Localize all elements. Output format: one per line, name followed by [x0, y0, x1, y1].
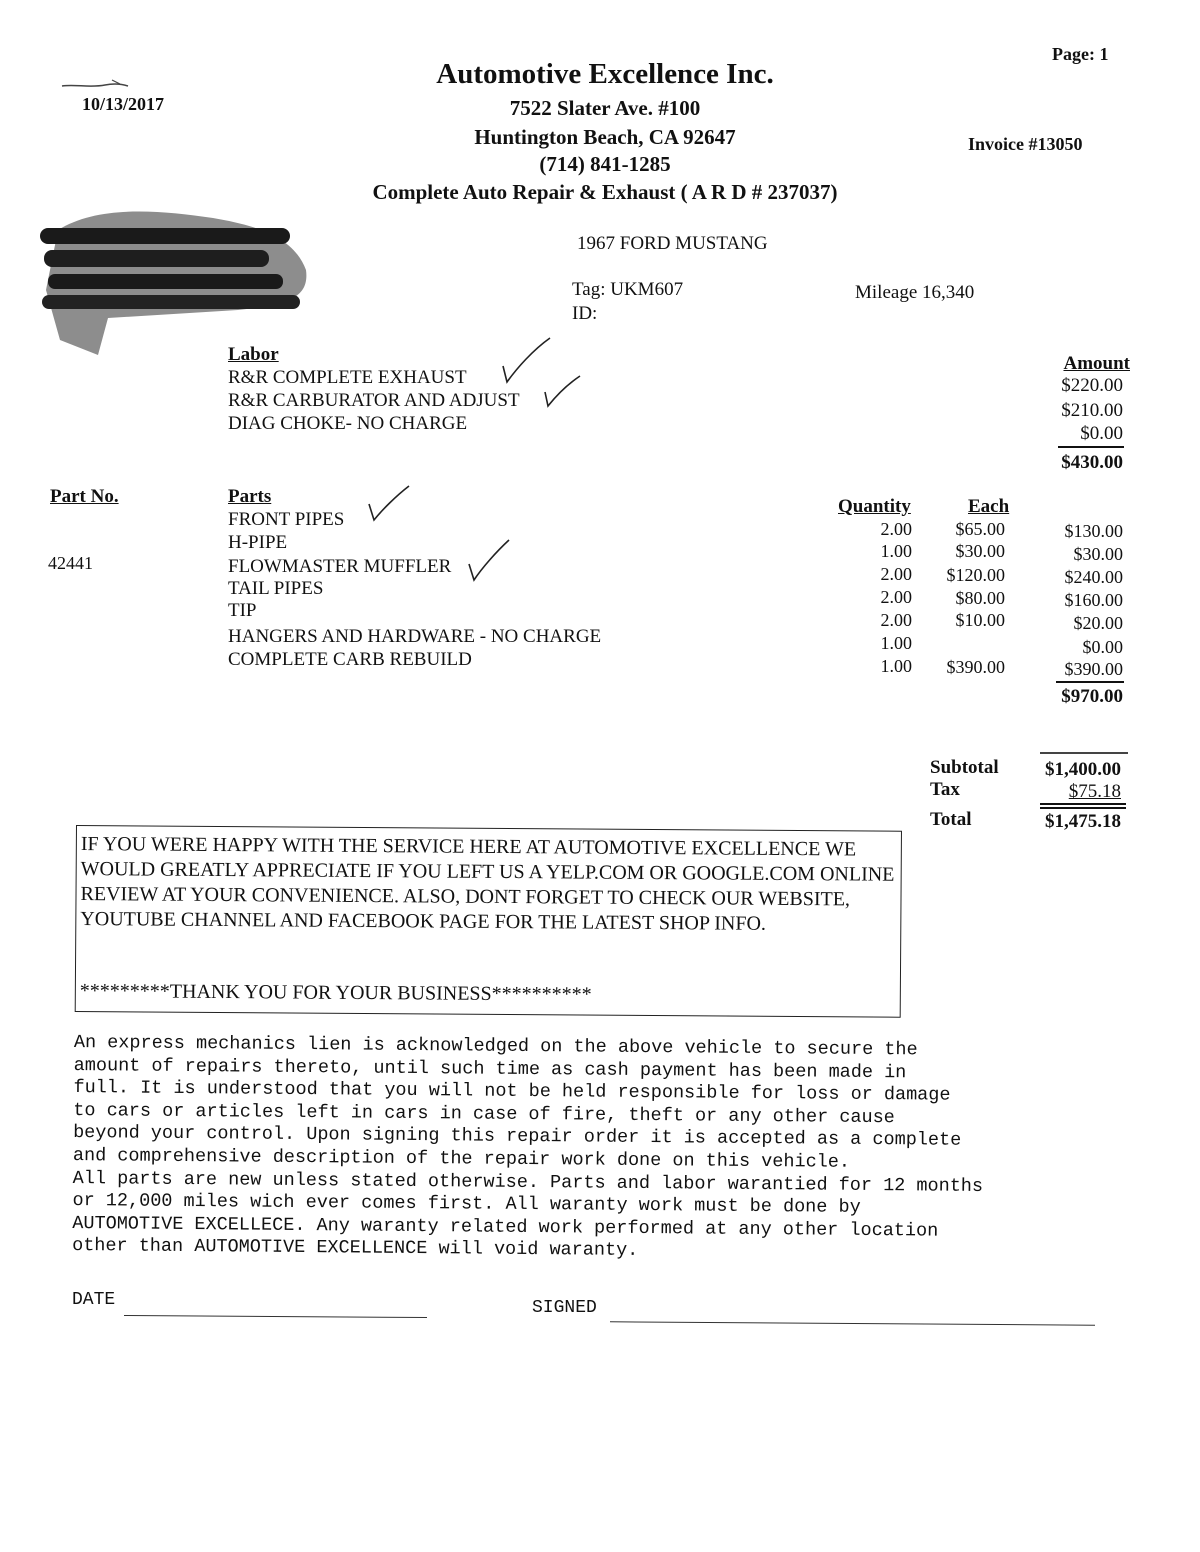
tax-label: Tax	[930, 779, 960, 800]
part-each-price: $65.00	[955, 519, 1005, 539]
review-message-box	[75, 825, 902, 1018]
labor-item-description: R&R CARBURATOR AND ADJUST	[228, 390, 520, 411]
vehicle-tag: Tag: UKM607	[572, 279, 684, 300]
company-name: Automotive Excellence Inc.	[436, 58, 774, 90]
part-each-price: $10.00	[955, 610, 1005, 630]
parts-total-rule	[1056, 681, 1124, 683]
labor-item-description: DIAG CHOKE- NO CHARGE	[228, 413, 468, 434]
part-amount: $160.00	[1064, 590, 1123, 610]
part-description: FLOWMASTER MUFFLER	[228, 556, 452, 577]
date-line	[124, 1315, 427, 1318]
part-quantity: 2.00	[880, 564, 912, 584]
part-quantity: 1.00	[880, 633, 912, 653]
invoice-date: 10/13/2017	[82, 94, 165, 114]
total-label: Total	[930, 809, 972, 830]
part-no-heading: Part No.	[50, 486, 119, 507]
date-label: DATE	[72, 1290, 116, 1310]
part-quantity: 2.00	[880, 610, 912, 630]
review-message: IF YOU WERE HAPPY WITH THE SERVICE HERE AT AUTOMOTIVE EXCELLENCE WE WOULD GREATLY APPRECIATE IF YOU LEFT US A YELP.COM OR GOOGLE.COM ONLINE REVIEW AT YOUR CONVENIENCE. ALSO, DONT FORGET TO CHECK OUR WEBSITE, YOUTUBE CHANNEL AND FACEBOOK PAGE FOR THE LATEST SHOP INFO.	[80, 833, 895, 935]
part-each-price: $390.00	[946, 657, 1005, 677]
subtotal-label: Subtotal	[930, 757, 999, 778]
total-value: $1,475.18	[1045, 811, 1121, 832]
legal-disclaimer: An express mechanics lien is acknowledged on the above vehicle to secure the amount of repairs thereto, until such time as cash payment has been made in full. It is understood that you will not be held responsible for loss or damage to cars or articles left in cars in case of fire, theft or any other cause beyond your control. Upon signing this repair order it is accepted as a complete and comprehensive description of the repair work done on this vehicle. All parts are new unless stated otherwise. Parts and labor warantied for 12 months or 12,000 miles wich ever comes first. All waranty work must be done by AUTOMOTIVE EXCELLECE. Any waranty related work performed at any other location other than AUTOMOTIVE EXCELLENCE will void waranty.	[72, 1032, 984, 1262]
labor-total-rule	[1058, 446, 1124, 448]
labor-item-amount: $210.00	[1061, 400, 1123, 421]
part-quantity: 2.00	[880, 587, 912, 607]
totals-double-rule	[1040, 803, 1126, 805]
part-description: COMPLETE CARB REBUILD	[228, 649, 472, 670]
amount-heading: Amount	[1063, 353, 1130, 374]
part-quantity: 1.00	[880, 541, 912, 561]
thank-you-message: *********THANK YOU FOR YOUR BUSINESS**********	[79, 980, 592, 1006]
redacted-customer-info	[38, 200, 310, 360]
vehicle-mileage: Mileage 16,340	[855, 282, 975, 303]
signature-line	[610, 1321, 1095, 1325]
vehicle-id: ID:	[572, 303, 598, 324]
checkmark-icon	[464, 538, 512, 582]
part-amount: $240.00	[1064, 567, 1123, 587]
part-description: TIP	[228, 600, 257, 621]
part-description: TAIL PIPES	[228, 578, 324, 599]
part-each-price: $120.00	[946, 565, 1005, 585]
vehicle-description: 1967 FORD MUSTANG	[577, 233, 768, 254]
page-number: Page: 1	[1052, 44, 1109, 64]
company-phone: (714) 841-1285	[539, 152, 671, 176]
part-amount: $390.00	[1064, 659, 1123, 679]
signed-label: SIGNED	[532, 1298, 597, 1318]
labor-item-description: R&R COMPLETE EXHAUST	[228, 367, 467, 388]
company-address-line2: Huntington Beach, CA 92647	[474, 125, 736, 149]
part-quantity: 1.00	[880, 656, 912, 676]
part-amount: $130.00	[1064, 521, 1123, 541]
invoice-number: Invoice #13050	[968, 134, 1083, 154]
subtotal-value: $1,400.00	[1045, 759, 1121, 780]
totals-double-rule	[1040, 807, 1126, 809]
labor-heading: Labor	[228, 344, 279, 365]
parts-heading: Parts	[228, 486, 272, 507]
handwritten-mark	[60, 76, 130, 90]
part-each-price: $30.00	[955, 541, 1005, 561]
parts-total: $970.00	[1061, 686, 1123, 707]
part-quantity: 2.00	[880, 519, 912, 539]
company-tagline: Complete Auto Repair & Exhaust ( A R D # 237037)	[372, 180, 838, 204]
checkmark-icon	[364, 484, 412, 524]
part-number: 42441	[48, 553, 93, 573]
part-amount: $0.00	[1082, 637, 1123, 657]
part-each-price: $80.00	[955, 588, 1005, 608]
totals-top-rule	[1040, 752, 1128, 754]
company-address-line1: 7522 Slater Ave. #100	[509, 96, 701, 120]
part-description: HANGERS AND HARDWARE - NO CHARGE	[228, 626, 602, 647]
labor-total: $430.00	[1061, 452, 1123, 473]
labor-item-amount: $0.00	[1080, 423, 1123, 444]
part-amount: $20.00	[1073, 613, 1123, 633]
labor-item-amount: $220.00	[1061, 375, 1123, 396]
part-description: H-PIPE	[228, 532, 288, 553]
checkmark-icon	[540, 374, 585, 410]
tax-value: $75.18	[1068, 781, 1121, 802]
part-description: FRONT PIPES	[228, 509, 345, 530]
quantity-heading: Quantity	[838, 496, 911, 517]
each-heading: Each	[968, 496, 1010, 517]
part-amount: $30.00	[1073, 544, 1123, 564]
